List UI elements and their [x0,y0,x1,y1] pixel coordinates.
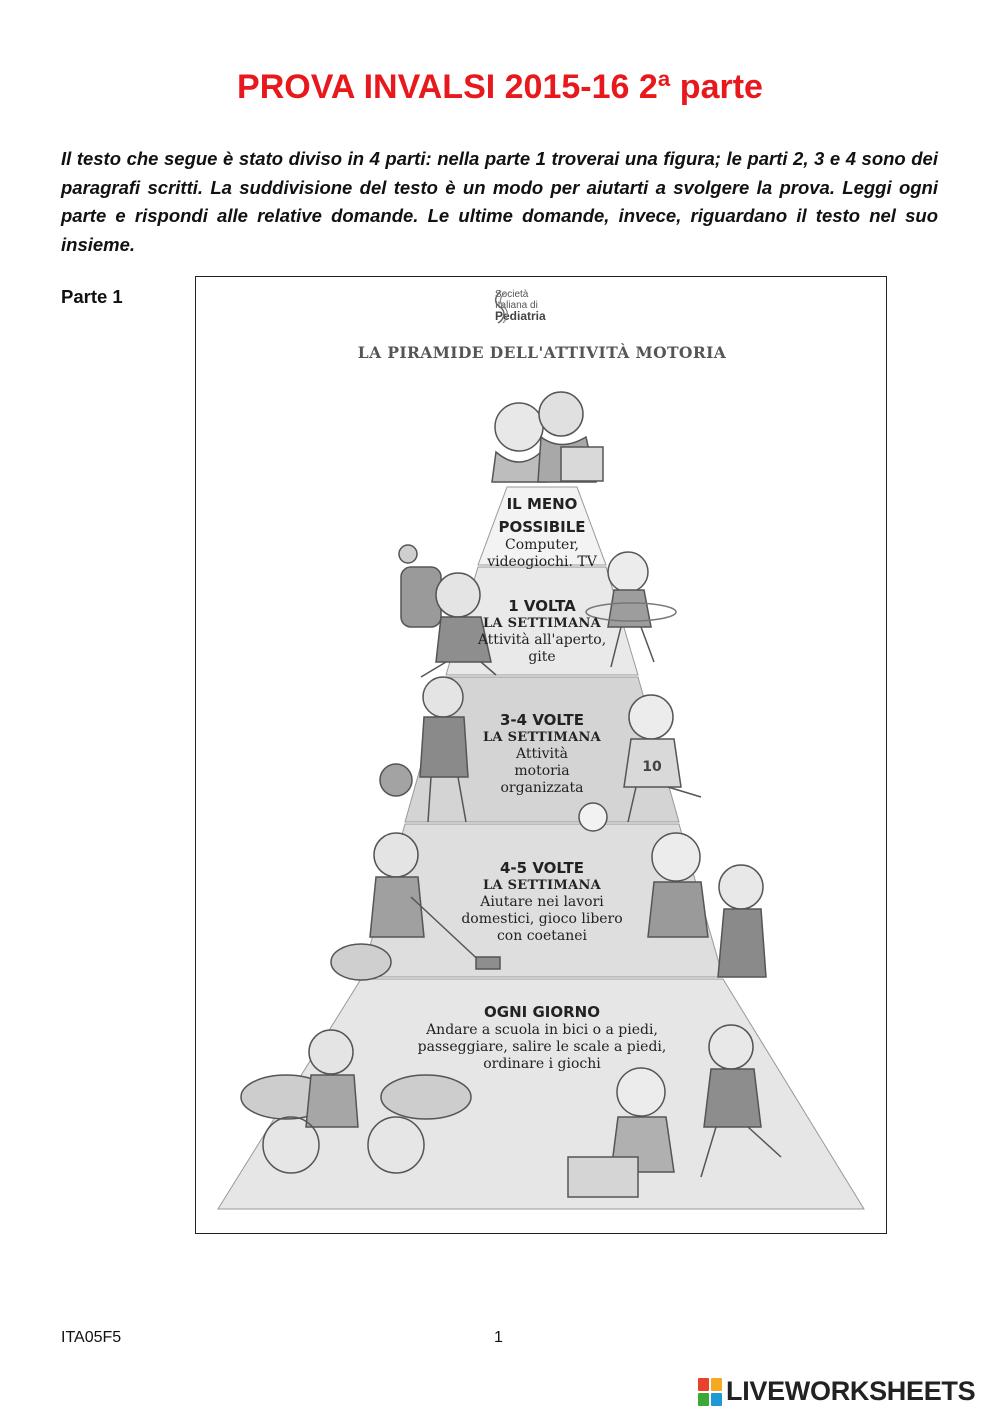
liveworksheets-logo-icon [698,1378,722,1406]
tier-description: con coetanei [496,928,588,944]
tier-subheading: LA SETTIMANA [482,730,602,745]
tier-subheading: POSSIBILE [498,518,586,536]
tier-text-weekly [392,597,692,666]
tier-heading: 1 VOLTA [508,597,576,615]
shirt-number: 10 [642,759,662,775]
tier-heading: OGNI GIORNO [484,1003,600,1021]
logo-line-3: Pediatria [495,309,546,323]
children-computer-illustration [492,392,603,482]
figure-title: LA PIRAMIDE DELL'ATTIVITÀ MOTORIA [357,343,727,362]
tier-description: Aiutare nei lavori [480,894,604,910]
liveworksheets-brand [698,1376,975,1407]
pediatrics-logo [491,289,546,322]
logo-figure-icon [491,289,511,325]
brand-name: LIVEWORKSHEETS [726,1376,976,1406]
tier-text-least [392,495,692,571]
tier-text-daily [367,1003,717,1073]
activity-pyramid-figure [195,276,887,1234]
tier-description: domestici, gioco libero [461,911,623,927]
tier-heading: IL MENO [506,495,578,513]
tier-description: motoria [514,763,570,779]
page-title: PROVA INVALSI 2015-16 2ª parte [237,68,763,106]
tier-heading: 4-5 VOLTE [500,859,584,877]
page-number: 1 [494,1329,503,1346]
tier-description: Andare a scuola in bici o a piedi, [426,1022,658,1038]
tier-description: ordinare i giochi [483,1056,601,1072]
intro-paragraph: Il testo che segue è stato diviso in 4 parti: nella parte 1 troverai una figura; le parti 2, 3 e 4 sono dei paragrafi scritti. La suddivisione del testo è un modo per aiutarti a svolgere la prova. Leggi ogni parte e rispondi alle relative domande. Le ultime domande, invece, riguardano il testo nel suo insieme. [61,148,938,255]
tier-text-3-4 [392,711,692,797]
tier-description: gite [528,649,556,665]
tier-text-4-5 [392,859,692,945]
document-code: ITA05F5 [61,1329,122,1346]
logo-line-2: Italiana di [495,300,538,311]
tier-description: organizzata [500,780,584,796]
tier-description: Attività [516,746,568,762]
tier-description: passeggiare, salire le scale a piedi, [417,1039,667,1055]
part-label: Parte 1 [61,286,123,307]
tier-description: Attività all'aperto, [477,632,607,648]
tier-subheading: LA SETTIMANA [482,878,602,893]
tier-heading: 3-4 VOLTE [500,711,584,729]
tier-subheading: LA SETTIMANA [482,616,602,631]
tier-description: videogiochi. TV [487,554,597,570]
tier-description: Computer, [505,537,579,553]
logo-line-1: Società [495,289,529,300]
